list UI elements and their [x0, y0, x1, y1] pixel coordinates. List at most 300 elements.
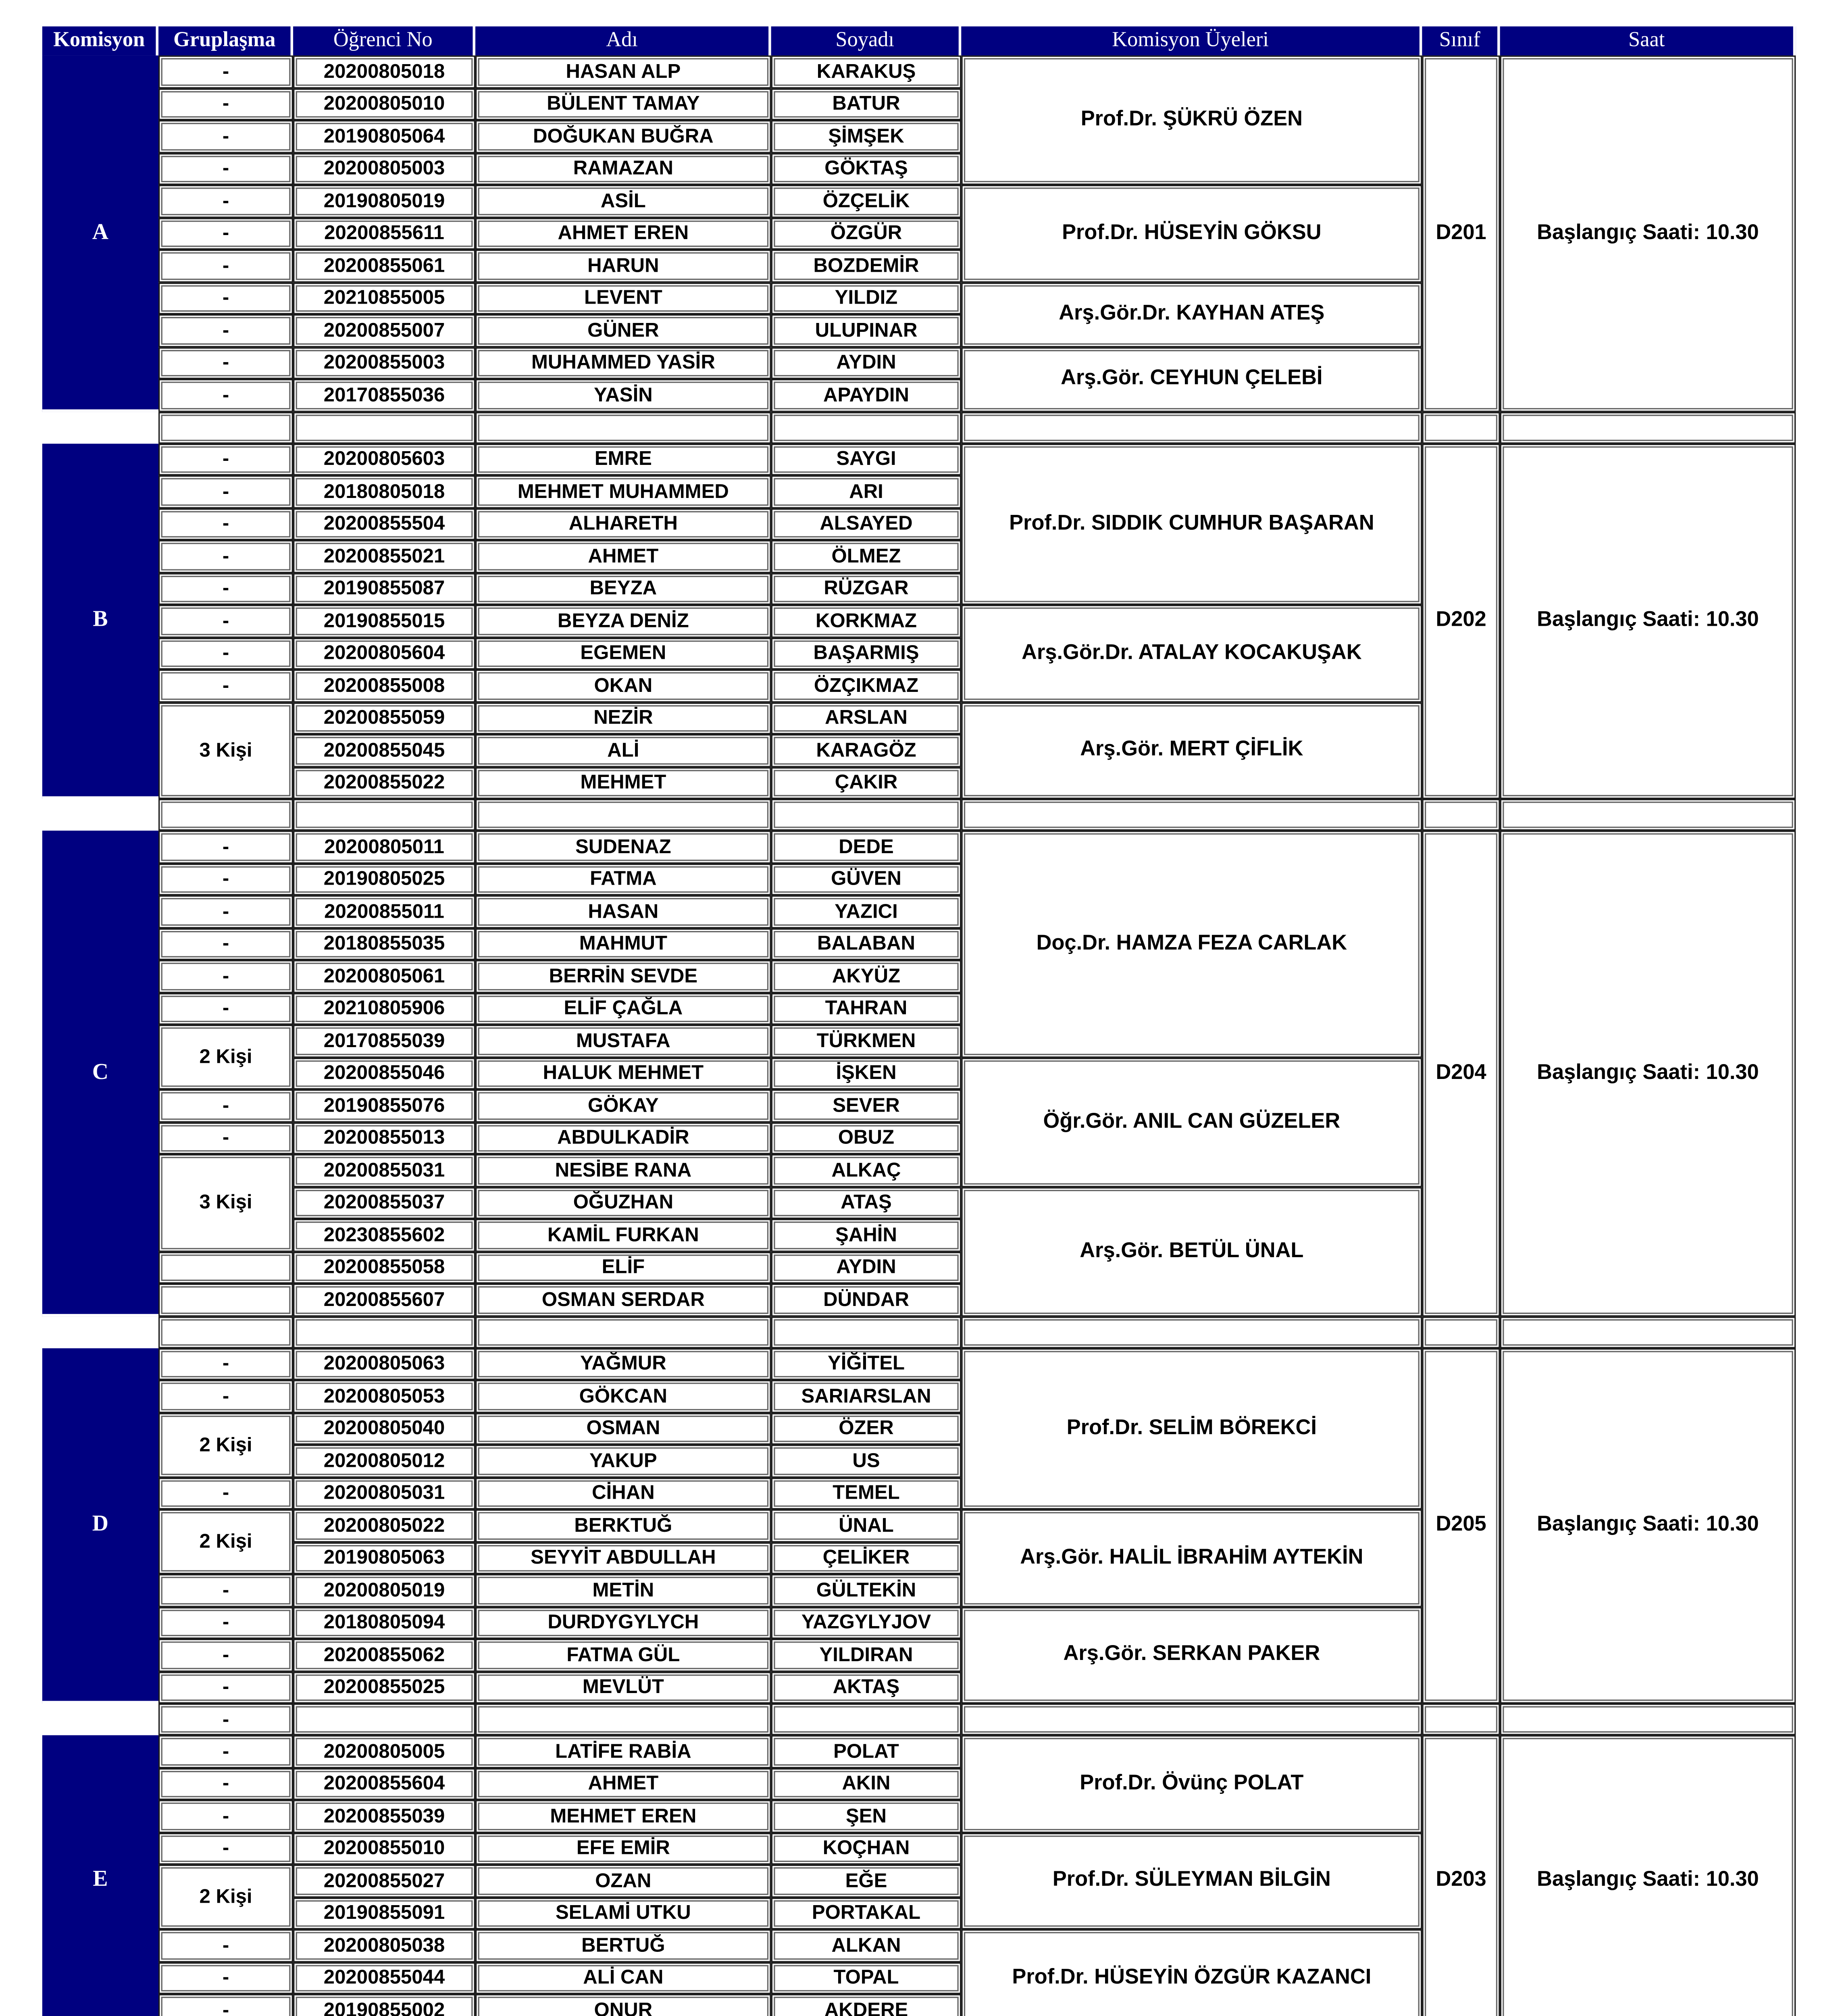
student-no: 20200805031	[293, 1477, 475, 1509]
group-cell: -	[158, 1089, 293, 1122]
student-no: 20200805018	[293, 56, 475, 88]
header-ogrenci-no: Öğrenci No	[293, 27, 475, 56]
student-first-name: HALUK MEHMET	[475, 1057, 771, 1089]
student-no: 20200855604	[293, 1768, 475, 1800]
header-row	[42, 27, 1796, 56]
commission-member: Prof.Dr. SÜLEYMAN BİLGİN	[961, 1832, 1422, 1929]
student-no: 20200855007	[293, 314, 475, 346]
student-no: 20200805038	[293, 1929, 475, 1962]
group-cell: -	[158, 217, 293, 250]
student-first-name: LATİFE RABİA	[475, 1735, 771, 1768]
student-last-name: DÜNDAR	[771, 1283, 962, 1316]
header-saat: Saat	[1500, 27, 1796, 56]
spacer-cell	[1500, 799, 1796, 831]
student-first-name: GÜNER	[475, 314, 771, 346]
commission-letter: C	[42, 831, 158, 1316]
classroom: D202	[1422, 443, 1500, 799]
student-last-name: APAYDIN	[771, 379, 962, 411]
spacer-cell	[771, 411, 962, 443]
group-cell: 2 Kişi	[158, 1025, 293, 1089]
student-no: 20170855036	[293, 379, 475, 411]
classroom: D203	[1422, 1735, 1500, 2016]
spacer-cell	[1500, 1316, 1796, 1348]
group-cell: -	[158, 831, 293, 863]
spacer-cell	[1422, 1316, 1500, 1348]
spacer-cell	[293, 799, 475, 831]
group-cell	[158, 1283, 293, 1316]
spacer-cell	[293, 1316, 475, 1348]
student-no: 20190855091	[293, 1897, 475, 1929]
student-first-name: ASİL	[475, 185, 771, 217]
student-last-name: EĞE	[771, 1865, 962, 1897]
spacer-cell	[961, 411, 1422, 443]
student-no: 20200855039	[293, 1800, 475, 1832]
group-cell: -	[158, 1768, 293, 1800]
student-first-name: ALİ CAN	[475, 1962, 771, 1994]
student-first-name: YAKUP	[475, 1445, 771, 1477]
group-cell: -	[158, 1122, 293, 1154]
student-last-name: AYDIN	[771, 1251, 962, 1283]
student-first-name: MEVLÜT	[475, 1671, 771, 1704]
commission-member: Arş.Gör. SERKAN PAKER	[961, 1606, 1422, 1704]
student-first-name: FATMA	[475, 863, 771, 895]
student-last-name: US	[771, 1445, 962, 1477]
group-cell: -	[158, 605, 293, 637]
student-no: 20180805018	[293, 475, 475, 508]
group-cell: -	[158, 992, 293, 1025]
group-cell: -	[158, 185, 293, 217]
spacer-cell	[42, 411, 158, 443]
student-first-name: KAMİL FURKAN	[475, 1219, 771, 1251]
student-no: 20200855504	[293, 508, 475, 540]
spacer-row	[42, 1316, 1796, 1348]
commission-member: Arş.Gör. MERT ÇİFLİK	[961, 702, 1422, 799]
student-first-name: GÖKCAN	[475, 1380, 771, 1412]
group-cell: -	[158, 1347, 293, 1380]
student-row	[42, 1347, 1796, 1380]
spacer-cell	[42, 1316, 158, 1348]
student-no: 20210855005	[293, 282, 475, 314]
student-last-name: ŞEN	[771, 1800, 962, 1832]
student-no: 20200855044	[293, 1962, 475, 1994]
student-last-name: YILDIZ	[771, 282, 962, 314]
spacer-group-cell: -	[158, 1704, 293, 1735]
group-cell: -	[158, 1639, 293, 1671]
spacer-row	[42, 1704, 1796, 1735]
student-last-name: YAZICI	[771, 896, 962, 928]
spacer-cell	[771, 799, 962, 831]
student-first-name: MEHMET EREN	[475, 1800, 771, 1832]
group-cell: -	[158, 928, 293, 960]
student-no: 20200805003	[293, 152, 475, 185]
student-last-name: ÖZGÜR	[771, 217, 962, 250]
header-gruplasma: Gruplaşma	[158, 27, 293, 56]
student-last-name: AYDIN	[771, 347, 962, 379]
student-no: 20200855013	[293, 1122, 475, 1154]
student-first-name: ALİ	[475, 734, 771, 766]
group-cell: -	[158, 637, 293, 669]
student-no: 20200805010	[293, 88, 475, 120]
student-no: 20190855087	[293, 573, 475, 605]
student-first-name: YAĞMUR	[475, 1347, 771, 1380]
student-last-name: RÜZGAR	[771, 573, 962, 605]
group-cell: -	[158, 1574, 293, 1606]
student-no: 20200855021	[293, 540, 475, 573]
student-first-name: FATMA GÜL	[475, 1639, 771, 1671]
group-cell: -	[158, 475, 293, 508]
student-first-name: ABDULKADİR	[475, 1122, 771, 1154]
spacer-cell	[961, 799, 1422, 831]
student-last-name: AKIN	[771, 1768, 962, 1800]
group-cell: -	[158, 1929, 293, 1962]
student-last-name: AKDERE	[771, 1994, 962, 2016]
student-row	[42, 831, 1796, 863]
group-cell: -	[158, 282, 293, 314]
spacer-cell	[961, 1704, 1422, 1735]
student-last-name: ATAŞ	[771, 1187, 962, 1219]
student-no: 20190805025	[293, 863, 475, 895]
spacer-cell	[771, 1704, 962, 1735]
student-row	[42, 56, 1796, 88]
commission-member: Doç.Dr. HAMZA FEZA CARLAK	[961, 831, 1422, 1057]
student-no: 20200855062	[293, 1639, 475, 1671]
student-first-name: AHMET	[475, 1768, 771, 1800]
group-cell: -	[158, 508, 293, 540]
student-no: 20200855027	[293, 1865, 475, 1897]
start-time: Başlangıç Saati: 10.30	[1500, 1735, 1796, 2016]
student-no: 20200805012	[293, 1445, 475, 1477]
group-cell: -	[158, 1477, 293, 1509]
student-no: 20180805094	[293, 1606, 475, 1639]
student-first-name: EGEMEN	[475, 637, 771, 669]
student-last-name: ÇELİKER	[771, 1542, 962, 1574]
student-no: 20200805604	[293, 637, 475, 669]
student-first-name: SUDENAZ	[475, 831, 771, 863]
student-last-name: SEVER	[771, 1089, 962, 1122]
student-first-name: DURDYGYLYCH	[475, 1606, 771, 1639]
group-cell: -	[158, 250, 293, 282]
student-row	[42, 443, 1796, 475]
commission-member: Arş.Gör. CEYHUN ÇELEBİ	[961, 347, 1422, 411]
student-first-name: LEVENT	[475, 282, 771, 314]
group-cell: -	[158, 1994, 293, 2016]
student-first-name: OZAN	[475, 1865, 771, 1897]
student-no: 20190855002	[293, 1994, 475, 2016]
student-last-name: GÖKTAŞ	[771, 152, 962, 185]
student-first-name: BEYZA	[475, 573, 771, 605]
student-last-name: ÖZÇIKMAZ	[771, 670, 962, 702]
student-first-name: OSMAN SERDAR	[475, 1283, 771, 1316]
student-no: 20200855010	[293, 1832, 475, 1864]
student-last-name: BOZDEMİR	[771, 250, 962, 282]
group-cell: -	[158, 120, 293, 152]
student-last-name: SARIARSLAN	[771, 1380, 962, 1412]
student-last-name: AKYÜZ	[771, 960, 962, 992]
student-first-name: HARUN	[475, 250, 771, 282]
student-first-name: MUHAMMED YASİR	[475, 347, 771, 379]
start-time: Başlangıç Saati: 10.30	[1500, 1347, 1796, 1704]
spacer-cell	[1500, 411, 1796, 443]
student-last-name: YİĞİTEL	[771, 1347, 962, 1380]
student-last-name: POLAT	[771, 1735, 962, 1768]
student-last-name: ÇAKIR	[771, 766, 962, 799]
student-no: 20230855602	[293, 1219, 475, 1251]
commission-table	[42, 27, 1796, 2016]
group-cell: -	[158, 88, 293, 120]
student-first-name: BÜLENT TAMAY	[475, 88, 771, 120]
student-no: 20190805019	[293, 185, 475, 217]
student-last-name: KARAKUŞ	[771, 56, 962, 88]
group-cell: -	[158, 1380, 293, 1412]
group-cell: -	[158, 540, 293, 573]
student-last-name: ALKAÇ	[771, 1154, 962, 1187]
spacer-group-cell	[158, 1316, 293, 1348]
student-no: 20200805063	[293, 1347, 475, 1380]
student-last-name: ŞAHİN	[771, 1219, 962, 1251]
spacer-row	[42, 799, 1796, 831]
spacer-row	[42, 411, 1796, 443]
spacer-group-cell	[158, 799, 293, 831]
student-first-name: BERTUĞ	[475, 1929, 771, 1962]
spacer-cell	[771, 1316, 962, 1348]
classroom: D205	[1422, 1347, 1500, 1704]
student-first-name: BERRİN SEVDE	[475, 960, 771, 992]
student-first-name: OSMAN	[475, 1412, 771, 1445]
spacer-cell	[1422, 1704, 1500, 1735]
commission-member: Prof.Dr. HÜSEYİN GÖKSU	[961, 185, 1422, 282]
group-cell: -	[158, 1962, 293, 1994]
student-last-name: ARI	[771, 475, 962, 508]
student-last-name: BALABAN	[771, 928, 962, 960]
student-first-name: HASAN	[475, 896, 771, 928]
start-time: Başlangıç Saati: 10.30	[1500, 56, 1796, 412]
commission-member: Öğr.Gör. ANIL CAN GÜZELER	[961, 1057, 1422, 1187]
spacer-cell	[293, 1704, 475, 1735]
student-first-name: BERKTUĞ	[475, 1510, 771, 1542]
student-last-name: OBUZ	[771, 1122, 962, 1154]
group-cell: -	[158, 443, 293, 475]
student-first-name: SEYYİT ABDULLAH	[475, 1542, 771, 1574]
student-last-name: ÖZER	[771, 1412, 962, 1445]
commission-member: Prof.Dr. SELİM BÖREKCİ	[961, 1347, 1422, 1509]
start-time: Başlangıç Saati: 10.30	[1500, 443, 1796, 799]
student-no: 20200855058	[293, 1251, 475, 1283]
commission-member: Arş.Gör. HALİL İBRAHİM AYTEKİN	[961, 1510, 1422, 1607]
student-last-name: ŞİMŞEK	[771, 120, 962, 152]
student-no: 20180855035	[293, 928, 475, 960]
student-no: 20210805906	[293, 992, 475, 1025]
student-no: 20200855037	[293, 1187, 475, 1219]
student-first-name: METİN	[475, 1574, 771, 1606]
commission-member: Arş.Gör.Dr. KAYHAN ATEŞ	[961, 282, 1422, 346]
student-no: 20170855039	[293, 1025, 475, 1057]
student-first-name: MUSTAFA	[475, 1025, 771, 1057]
student-first-name: MEHMET MUHAMMED	[475, 475, 771, 508]
student-first-name: MAHMUT	[475, 928, 771, 960]
spacer-cell	[42, 799, 158, 831]
student-first-name: DOĞUKAN BUĞRA	[475, 120, 771, 152]
student-first-name: HASAN ALP	[475, 56, 771, 88]
student-last-name: ÖLMEZ	[771, 540, 962, 573]
student-last-name: DEDE	[771, 831, 962, 863]
student-first-name: OKAN	[475, 670, 771, 702]
student-first-name: OĞUZHAN	[475, 1187, 771, 1219]
student-no: 20200855061	[293, 250, 475, 282]
student-no: 20200805011	[293, 831, 475, 863]
student-no: 20200855059	[293, 702, 475, 734]
spacer-cell	[1422, 411, 1500, 443]
student-last-name: TEMEL	[771, 1477, 962, 1509]
student-no: 20200805053	[293, 1380, 475, 1412]
spacer-cell	[293, 411, 475, 443]
student-first-name: ELİF	[475, 1251, 771, 1283]
student-row	[42, 1735, 1796, 1768]
student-no: 20200805061	[293, 960, 475, 992]
student-no: 20190855076	[293, 1089, 475, 1122]
student-last-name: GÜLTEKİN	[771, 1574, 962, 1606]
student-no: 20200855022	[293, 766, 475, 799]
spacer-cell	[475, 799, 771, 831]
student-no: 20200805019	[293, 1574, 475, 1606]
student-first-name: SELAMİ UTKU	[475, 1897, 771, 1929]
student-no: 20200805005	[293, 1735, 475, 1768]
commission-member: Prof.Dr. HÜSEYİN ÖZGÜR KAZANCI	[961, 1929, 1422, 2016]
student-no: 20200855011	[293, 896, 475, 928]
start-time: Başlangıç Saati: 10.30	[1500, 831, 1796, 1316]
header-adi: Adı	[475, 27, 771, 56]
student-last-name: İŞKEN	[771, 1057, 962, 1089]
student-last-name: KORKMAZ	[771, 605, 962, 637]
student-last-name: ARSLAN	[771, 702, 962, 734]
student-no: 20200855031	[293, 1154, 475, 1187]
student-first-name: RAMAZAN	[475, 152, 771, 185]
student-first-name: NEZİR	[475, 702, 771, 734]
classroom: D201	[1422, 56, 1500, 412]
header-komisyon-uyeleri: Komisyon Üyeleri	[961, 27, 1422, 56]
student-no: 20200855607	[293, 1283, 475, 1316]
commission-member: Arş.Gör.Dr. ATALAY KOCAKUŞAK	[961, 605, 1422, 702]
student-first-name: NESİBE RANA	[475, 1154, 771, 1187]
student-no: 20200805022	[293, 1510, 475, 1542]
group-cell: -	[158, 1606, 293, 1639]
group-cell: 3 Kişi	[158, 702, 293, 799]
commission-letter: A	[42, 56, 158, 412]
student-first-name: AHMET	[475, 540, 771, 573]
student-first-name: ALHARETH	[475, 508, 771, 540]
student-last-name: ULUPINAR	[771, 314, 962, 346]
header-soyadi: Soyadı	[771, 27, 962, 56]
group-cell: -	[158, 670, 293, 702]
group-cell: -	[158, 56, 293, 88]
spacer-cell	[1500, 1704, 1796, 1735]
student-last-name: ALSAYED	[771, 508, 962, 540]
student-last-name: PORTAKAL	[771, 1897, 962, 1929]
group-cell: -	[158, 152, 293, 185]
group-cell: -	[158, 314, 293, 346]
student-first-name: CİHAN	[475, 1477, 771, 1509]
group-cell: -	[158, 1800, 293, 1832]
group-cell: -	[158, 896, 293, 928]
student-no: 20190805064	[293, 120, 475, 152]
commission-body	[42, 56, 1796, 2016]
group-cell: -	[158, 1735, 293, 1768]
group-cell: -	[158, 573, 293, 605]
student-last-name: SAYGI	[771, 443, 962, 475]
student-first-name: EMRE	[475, 443, 771, 475]
group-cell: -	[158, 347, 293, 379]
spacer-cell	[475, 411, 771, 443]
spacer-cell	[475, 1704, 771, 1735]
student-last-name: TÜRKMEN	[771, 1025, 962, 1057]
group-cell: 2 Kişi	[158, 1412, 293, 1477]
group-cell: 2 Kişi	[158, 1510, 293, 1574]
spacer-cell	[961, 1316, 1422, 1348]
group-cell: 3 Kişi	[158, 1154, 293, 1252]
group-cell: 2 Kişi	[158, 1865, 293, 1929]
student-last-name: GÜVEN	[771, 863, 962, 895]
spacer-group-cell	[158, 411, 293, 443]
commission-member: Prof.Dr. ŞÜKRÜ ÖZEN	[961, 56, 1422, 185]
group-cell: -	[158, 1832, 293, 1864]
student-first-name: EFE EMİR	[475, 1832, 771, 1864]
student-first-name: YASİN	[475, 379, 771, 411]
group-cell	[158, 1251, 293, 1283]
student-last-name: AKTAŞ	[771, 1671, 962, 1704]
student-last-name: BAŞARMIŞ	[771, 637, 962, 669]
student-no: 20190855015	[293, 605, 475, 637]
spacer-cell	[475, 1316, 771, 1348]
group-cell: -	[158, 960, 293, 992]
student-last-name: KARAGÖZ	[771, 734, 962, 766]
group-cell: -	[158, 379, 293, 411]
student-last-name: YILDIRAN	[771, 1639, 962, 1671]
student-no: 20200855046	[293, 1057, 475, 1089]
group-cell: -	[158, 1671, 293, 1704]
student-no: 20200855008	[293, 670, 475, 702]
student-last-name: YAZGYLYJOV	[771, 1606, 962, 1639]
group-cell: -	[158, 863, 293, 895]
header-komisyon: Komisyon	[42, 27, 158, 56]
student-last-name: TAHRAN	[771, 992, 962, 1025]
student-last-name: BATUR	[771, 88, 962, 120]
student-last-name: ÖZÇELİK	[771, 185, 962, 217]
commission-member: Prof.Dr. Övünç POLAT	[961, 1735, 1422, 1833]
commission-letter: D	[42, 1347, 158, 1704]
student-first-name: MEHMET	[475, 766, 771, 799]
classroom: D204	[1422, 831, 1500, 1316]
commission-letter: B	[42, 443, 158, 799]
commission-member: Arş.Gör. BETÜL ÜNAL	[961, 1187, 1422, 1316]
student-no: 20200805040	[293, 1412, 475, 1445]
student-no: 20190805063	[293, 1542, 475, 1574]
student-first-name: BEYZA DENİZ	[475, 605, 771, 637]
student-no: 20200855025	[293, 1671, 475, 1704]
header-sinif: Sınıf	[1422, 27, 1500, 56]
commission-member: Prof.Dr. SIDDIK CUMHUR BAŞARAN	[961, 443, 1422, 605]
student-last-name: KOÇHAN	[771, 1832, 962, 1864]
student-no: 20200805603	[293, 443, 475, 475]
student-last-name: ALKAN	[771, 1929, 962, 1962]
student-first-name: ELİF ÇAĞLA	[475, 992, 771, 1025]
student-no: 20200855045	[293, 734, 475, 766]
student-first-name: GÖKAY	[475, 1089, 771, 1122]
student-last-name: TOPAL	[771, 1962, 962, 1994]
spacer-cell	[1422, 799, 1500, 831]
student-last-name: ÜNAL	[771, 1510, 962, 1542]
commission-letter: E	[42, 1735, 158, 2016]
student-no: 20200855003	[293, 347, 475, 379]
student-no: 20200855611	[293, 217, 475, 250]
